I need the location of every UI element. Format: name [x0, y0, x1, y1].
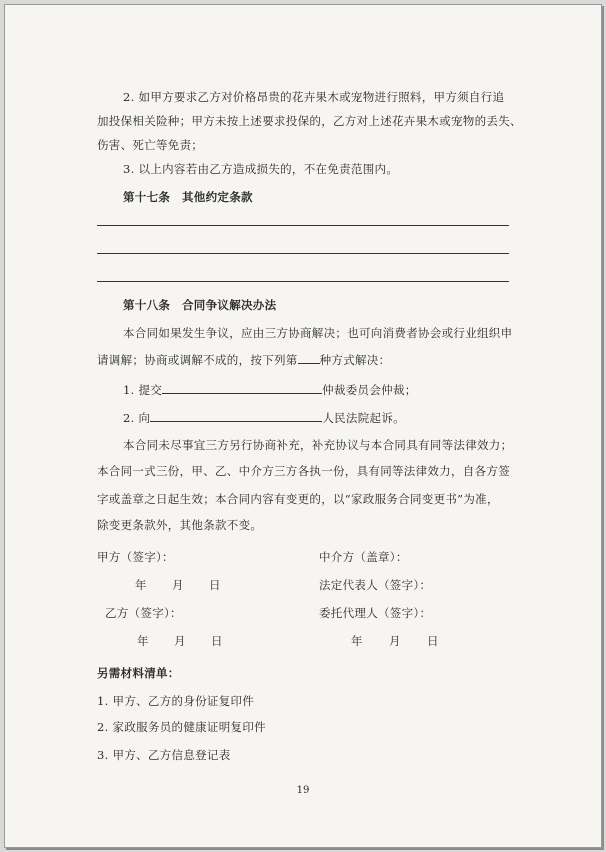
- clause17-title: 第十七条 其他约定条款: [123, 190, 253, 204]
- party-a-year: 年: [135, 578, 147, 592]
- document-page: [4, 4, 602, 848]
- clause16-item2-line3: 伤害、死亡等免责；: [97, 138, 204, 152]
- arbitration-commission-blank: [162, 381, 322, 394]
- legal-rep-signature-label: 法定代表人（签字）：: [319, 578, 432, 592]
- option2-suffix: 人民法院起诉。: [322, 411, 405, 425]
- method-number-blank: [298, 351, 320, 364]
- clause18-title: 第十八条 合同争议解决办法: [123, 298, 277, 312]
- agency-day: 日: [427, 634, 439, 648]
- option1-label: 1. 提交: [123, 383, 163, 397]
- blank-line-2: [97, 253, 509, 254]
- option1-suffix: 仲裁委员会仲裁；: [322, 383, 417, 397]
- clause18-para1-line2: [97, 351, 390, 368]
- party-b-year: 年: [137, 634, 149, 648]
- clause18-option2: [123, 409, 405, 426]
- agent-signature-label: 委托代理人（签字）：: [319, 606, 432, 620]
- clause18-para2-line1: 本合同未尽事宜三方另行协商补充，补充协议与本合同具有同等法律效力；: [123, 438, 513, 452]
- materials-item-1: 1. 甲方、乙方的身份证复印件: [97, 694, 255, 708]
- party-a-signature-label: 甲方（签字）：: [97, 550, 174, 564]
- materials-item-2: 2. 家政服务员的健康证明复印件: [97, 720, 266, 734]
- clause18-para2-line3: 字或盖章之日起生效；本合同内容有变更的，以“家政服务合同变更书”为准，: [97, 492, 499, 506]
- agency-year: 年: [351, 634, 363, 648]
- clause18-para1-line2-a: 请调解；协商或调解不成的，按下列第: [97, 353, 298, 367]
- clause16-item3: 3. 以上内容若由乙方造成损失的，不在免责范围内。: [123, 162, 399, 176]
- clause18-para2-line4: 除变更条款外，其他条款不变。: [97, 518, 263, 532]
- party-a-month: 月: [172, 578, 184, 592]
- option2-label: 2. 向: [123, 411, 151, 425]
- page-number: 19: [296, 785, 310, 796]
- materials-title: 另需材料清单：: [97, 666, 180, 680]
- materials-item-3: 3. 甲方、乙方信息登记表: [97, 748, 231, 762]
- agency-month: 月: [389, 634, 401, 648]
- blank-line-3: [97, 281, 509, 282]
- clause16-item2-line2: 加投保相关险种；甲方未按上述要求投保的，乙方对上述花卉果木或宠物的丢失、: [97, 114, 522, 128]
- blank-line-1: [97, 225, 509, 226]
- clause18-para1-line1: 本合同如果发生争议，应由三方协商解决；也可向消费者协会或行业组织申: [123, 326, 513, 340]
- clause18-option1: [123, 381, 417, 398]
- agency-seal-label: 中介方（盖章）：: [319, 550, 408, 564]
- clause18-para1-line2-b: 种方式解决：: [319, 353, 391, 367]
- clause16-item2-line1: 2. 如甲方要求乙方对价格昂贵的花卉果木或宠物进行照料，甲方须自行追: [123, 90, 505, 104]
- party-b-day: 日: [211, 634, 223, 648]
- party-b-signature-label: 乙方（签字）：: [105, 606, 182, 620]
- court-name-blank: [150, 409, 322, 422]
- party-a-day: 日: [209, 578, 221, 592]
- clause18-para2-line2: 本合同一式三份，甲、乙、中介方三方各执一份，具有同等法律效力，自各方签: [97, 464, 510, 478]
- party-b-month: 月: [174, 634, 186, 648]
